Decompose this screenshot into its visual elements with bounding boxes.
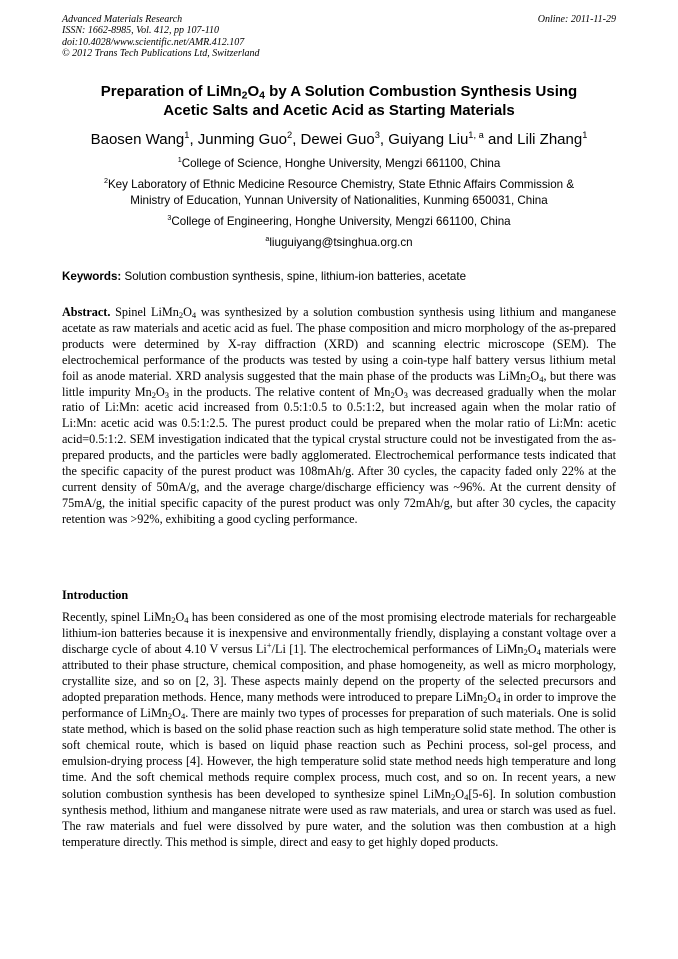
subscript: 4 <box>191 310 197 321</box>
title-line-2: Acetic Salts and Acetic Acid as Starting Materials <box>163 102 515 119</box>
author-name: Baosen Wang <box>90 131 185 148</box>
subscript: 4 <box>180 711 186 722</box>
subscript: 4 <box>496 695 501 706</box>
paper-title <box>62 82 616 120</box>
keywords <box>62 269 616 285</box>
journal-name: Advanced Materials Research <box>62 14 183 25</box>
email-address: liuguiyang@tsinghua.org.cn <box>269 236 413 249</box>
author-affiliation-mark: 1, a <box>468 130 484 140</box>
intro-text: O <box>487 690 497 705</box>
abstract-text: was synthesized by a solution combustion synthesis using lithium and manganese acetate as raw materials and acetic acid as fuel. The phase composition and micro morphology of the as-prepared products were determined by X-ray diffraction (XRD) and scanning electric microscope (SEM). The electrochemical performance of the products was tested by using a coin-type half battery versus lithium metal foil as anode material. XRD analysis suggested that the main phase of the products was LiMn <box>62 305 616 383</box>
affiliation-1 <box>62 156 616 172</box>
intro-text: O <box>175 610 185 624</box>
online-date: Online: 2011-11-29 <box>537 14 616 25</box>
section-heading-introduction: Introduction <box>62 588 129 602</box>
abstract <box>62 305 616 528</box>
author-name: , Guiyang Liu <box>379 131 469 148</box>
author-affiliation-mark: 3 <box>374 130 380 140</box>
issn-line: ISSN: 1662-8985, Vol. 412, pp 107-110 <box>62 25 220 37</box>
subscript: 4 <box>536 647 541 658</box>
corresponding-email <box>62 235 616 251</box>
abstract-text: O <box>394 384 404 399</box>
intro-text: [5-6]. In solution combustion synthesis method, lithium and manganese nitrate were used as raw materials, and urea or starch was used as fuel. The raw materials and fuel were dissolved by pure water, and the solution was then combustion at a high temperature directly. This method is simple, direct and easy to get highly doped products. <box>62 786 616 849</box>
title-subscript: 4 <box>259 89 265 102</box>
author-name: , Junming Guo <box>189 131 288 148</box>
affiliation-text: Key Laboratory of Ethnic Medicine Resource Chemistry, State Ethnic Affairs Commission & <box>107 178 575 191</box>
subscript: 4 <box>184 615 189 626</box>
affiliation-mark: 3 <box>167 213 172 223</box>
title-text: Preparation of LiMn <box>100 83 242 100</box>
author-affiliation-mark: 1 <box>184 130 190 140</box>
subscript: 2 <box>526 373 531 384</box>
abstract-text: was decreased gradually when the molar ratio of Li:Mn: acetic acid increased from 0.5:1:0.5 to 0.5:1:2, but increased again when the molar ratio of Li:Mn: acetic acid was 0.5:1:2.5. The purest product could be prepared when the molar ratio of Li:Mn: acetic acid=0.5:1:2. SEM investigation indicated that the typical crystal structure could not be investigated from the as-prepared products, and the particles were badly agglomerated. Electrochemical performance tests indicated that the specific capacity of the purest product was 108mAh/g. After 30 cycles, the capacity faded only 22% at the current density of 50mA/g, and the average charge/discharge efficiency was ~96%. At the current density of 75mA/g, the initial specific capacity of the purest product was only 72mAh/g, but after 30 cycles, the capacity retention was >92%, exhibiting a good cycling performance. <box>62 384 616 526</box>
abstract-text: O <box>183 305 192 319</box>
abstract-text: O <box>530 368 540 383</box>
intro-text: O <box>455 786 465 801</box>
subscript: 4 <box>539 373 544 384</box>
subscript: 2 <box>167 711 173 722</box>
affiliation-line <box>40 177 638 193</box>
abstract-text: Spinel LiMn <box>110 305 179 319</box>
abstract-text: in the products. The relative content of Mn <box>169 384 391 399</box>
author-name: , Dewei Guo <box>292 131 375 148</box>
subscript: 4 <box>464 791 469 802</box>
intro-text: O <box>172 706 181 721</box>
affiliation-mark: 2 <box>103 176 108 186</box>
subscript: 2 <box>523 647 528 658</box>
email-mark: a <box>265 234 270 244</box>
journal-header <box>62 14 616 60</box>
subscript: 3 <box>164 389 170 400</box>
author-affiliation-mark: 1 <box>582 130 588 140</box>
intro-text: in order to improve the performance of LiMn <box>62 690 616 721</box>
intro-text: . There are mainly two types of processes for preparation of such materials. One is solid state method, which is based on the solid phase reaction such as high temperature solid state method. The other is soft chemical route, which is based on liquid phase reaction such as Pechini process, sol-gel process, and emulsion-drying process [4]. However, the high temperature solid state method needs high temperature and long time. And the soft chemical methods require complex process, much cost, and so on. In recent years, a new solution combustion synthesis has been developed to synthesize spinel LiMn <box>62 706 616 801</box>
doi-line: doi:10.4028/www.scientific.net/AMR.412.107 <box>62 36 245 48</box>
affiliation-mark: 1 <box>177 155 182 165</box>
subscript: 2 <box>483 695 488 706</box>
keywords-text: Solution combustion synthesis, spine, lithium-ion batteries, acetate <box>121 270 467 283</box>
title-line-1 <box>62 82 616 101</box>
intro-text: materials were attributed to their phase structure, chemical composition, and phase homogeneity, as well as micro morphology, crystallite size, and so on [2, 3]. These aspects mainly depend on the property of the selected precursors and adopted preparation methods. Hence, many methods were introduced to prepare LiMn <box>62 642 616 705</box>
affiliation-text: College of Science, Honghe University, Mengzi 661100, China <box>181 157 501 170</box>
affiliation-text: Ministry of Education, Yunnan University of Nationalities, Kunming 650031, China <box>130 194 548 207</box>
intro-text: has been considered as one of the most promising electrode materials for rechargeable lithium-ion batteries because it is inexpensive and environmentally friendly, displaying a constant voltage over a discharge cycle of about 4.10 V versus Li <box>62 610 616 657</box>
subscript: 2 <box>178 310 184 321</box>
author-name: and Lili Zhang <box>483 131 583 148</box>
title-text: by A Solution Combustion Synthesis Using <box>264 83 578 100</box>
superscript: + <box>266 640 272 651</box>
abstract-text: , but there was little impurity Mn <box>62 368 616 399</box>
abstract-label: Abstract. <box>62 305 111 319</box>
affiliation-3 <box>62 214 616 230</box>
subscript: 2 <box>151 389 156 400</box>
author-list <box>40 131 638 149</box>
title-subscript: 2 <box>241 89 248 102</box>
subscript: 2 <box>390 389 395 400</box>
affiliation-text: College of Engineering, Honghe University, Mengzi 661100, China <box>171 215 511 228</box>
subscript: 2 <box>171 615 176 626</box>
copyright-line: © 2012 Trans Tech Publications Ltd, Switzerland <box>62 48 260 60</box>
intro-text: Recently, spinel LiMn <box>62 610 172 624</box>
introduction-body <box>62 609 616 850</box>
abstract-text: O <box>155 384 165 399</box>
affiliation-2 <box>40 177 638 209</box>
author-affiliation-mark: 2 <box>287 130 293 140</box>
intro-text: O <box>527 642 537 657</box>
subscript: 2 <box>451 791 456 802</box>
intro-text: /Li [1]. The electrochemical performances of LiMn <box>271 642 524 657</box>
title-text: O <box>247 83 260 100</box>
keywords-label: Keywords: <box>62 270 122 283</box>
subscript: 3 <box>403 389 408 400</box>
